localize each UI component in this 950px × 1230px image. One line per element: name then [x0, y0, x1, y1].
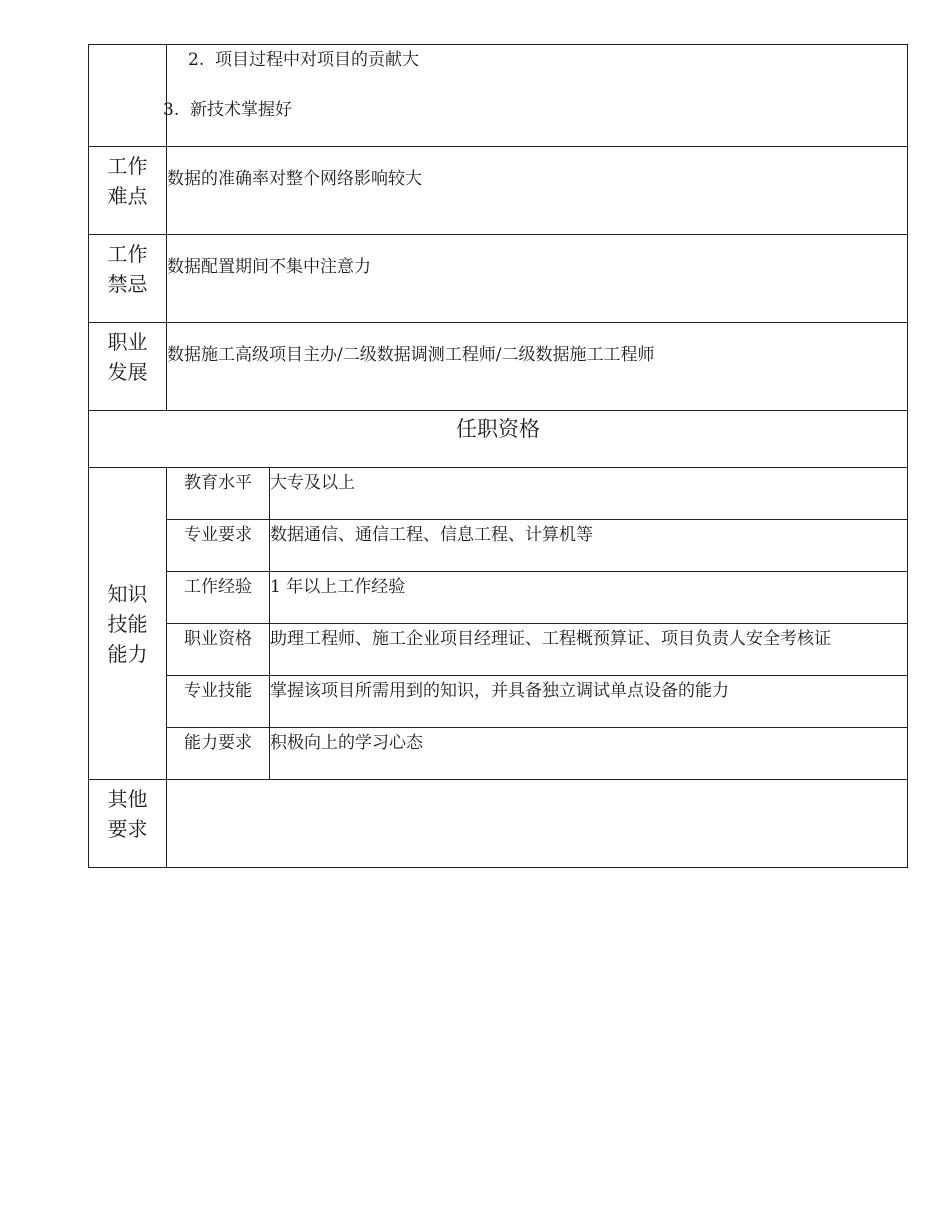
- contribution-row: [89, 45, 908, 147]
- list-item-number: 2.: [188, 50, 205, 70]
- qualification-label: 能力要求: [167, 728, 270, 780]
- row-content: [167, 780, 908, 868]
- qualification-value: 数据通信、通信工程、信息工程、计算机等: [270, 520, 908, 572]
- qualification-row: [89, 728, 908, 780]
- section-title: 任职资格: [89, 411, 908, 468]
- qualification-row: [89, 572, 908, 624]
- row-label: 职业 发展: [89, 323, 167, 411]
- contribution-list: [163, 45, 908, 147]
- row-content: 数据配置期间不集中注意力: [167, 235, 908, 323]
- qualification-value: 1 年以上工作经验: [270, 572, 908, 624]
- job-description-table: [88, 44, 908, 868]
- qualification-row: [89, 520, 908, 572]
- taboo-row: [89, 235, 908, 323]
- row-content: 数据施工高级项目主办/二级数据调测工程师/二级数据施工工程师: [167, 323, 908, 411]
- list-item-number: 3.: [163, 100, 180, 120]
- qualification-value: 掌握该项目所需用到的知识，并具备独立调试单点设备的能力: [270, 676, 908, 728]
- row-content: 数据的准确率对整个网络影响较大: [167, 147, 908, 235]
- row-label: 其他 要求: [89, 780, 167, 868]
- qualification-label: 工作经验: [167, 572, 270, 624]
- qualification-row: [89, 468, 908, 520]
- difficulty-row: [89, 147, 908, 235]
- qualification-label: 职业资格: [167, 624, 270, 676]
- career-row: [89, 323, 908, 411]
- list-item-text: 项目过程中对项目的贡献大: [215, 50, 420, 70]
- group-label: 知识 技能 能力: [89, 468, 167, 780]
- contribution-label-cell: [89, 45, 167, 147]
- qualification-row: [89, 624, 908, 676]
- qualification-row: [89, 676, 908, 728]
- list-item-text: 新技术掌握好: [190, 100, 293, 120]
- qualification-value: 积极向上的学习心态: [270, 728, 908, 780]
- list-item: [163, 98, 907, 122]
- other-requirements-row: [89, 780, 908, 868]
- qualifications-header-row: [89, 411, 908, 468]
- qualification-value: 大专及以上: [270, 468, 908, 520]
- qualification-value: 助理工程师、施工企业项目经理证、工程概预算证、项目负责人安全考核证: [270, 624, 908, 676]
- row-label: 工作 难点: [89, 147, 167, 235]
- qualification-label: 专业技能: [167, 676, 270, 728]
- qualification-label: 教育水平: [167, 468, 270, 520]
- qualification-label: 专业要求: [167, 520, 270, 572]
- list-item: [167, 48, 907, 72]
- row-label: 工作 禁忌: [89, 235, 167, 323]
